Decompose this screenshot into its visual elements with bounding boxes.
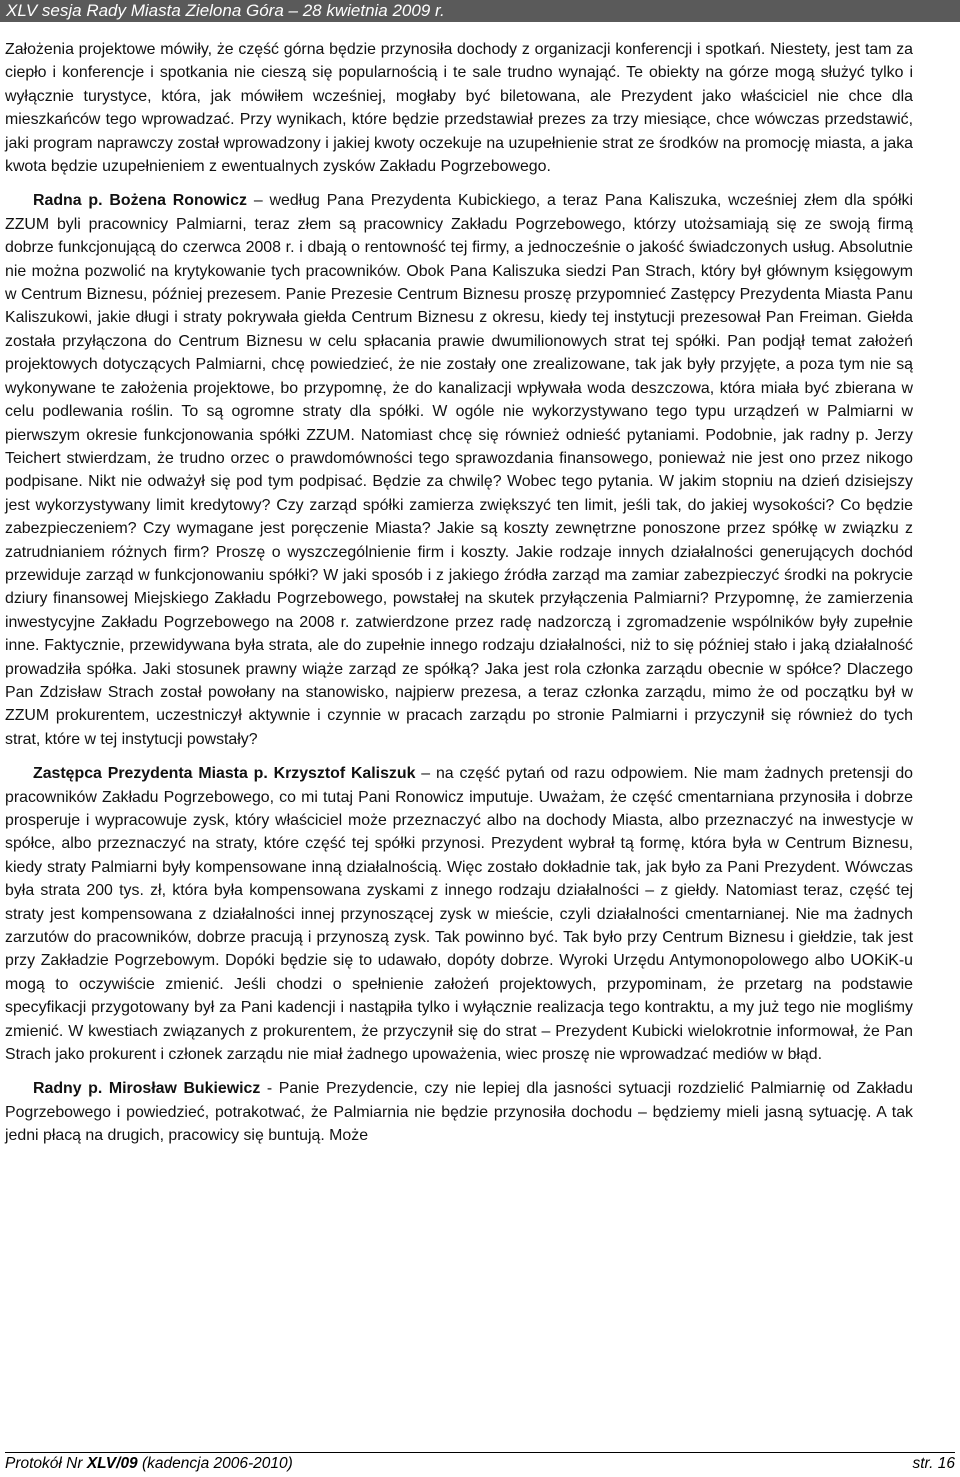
footer-divider	[5, 1452, 955, 1453]
document-body	[5, 38, 913, 1148]
paragraph	[5, 38, 913, 178]
footer-protocol-number: XLV/09	[86, 1455, 138, 1472]
header-title: XLV sesja Rady Miasta Zielona Góra – 28 kwietnia 2009 r.	[6, 1, 445, 20]
footer-protocol-prefix: Protokół Nr	[5, 1455, 87, 1472]
paragraph-text: – na część pytań od razu odpowiem. Nie mam żadnych pretensji do pracowników Zakładu Pogrzebowego, co mi tutaj Pani Ronowicz imputuje. Uważam, że część cmentarniana przynosiła i dobrze prosperuje i wypracowuje zysk, który właściciel może przeznaczyć albo na dochody Miasta, albo przeznaczyć na inwestycje w spółce, albo przeznaczyć na straty, które część tej spółki przynosi. Prezydent wybrał tą formę, która była w Centrum Biznesu, kiedy straty Palmiarni były kompensowane inną działalnością. Więc zostało dokładnie tak, jak było za Pani Prezydent. Wówczas była strata 200 tys. zł, która była kompensowana zyskami z innego rodzaju działalności – z giełdy. Natomiast teraz, część tej straty jest kompensowana z działalności innej przynoszącej zysk w mieście, czyli działalności cmentarnianej. Nie ma żadnych zarzutów do pracowników, dobrze pracują i przynoszą zysk. Tak powinno być. Tak było przy Centrum Biznesu i giełdzie, tak jest przy Zakładzie Pogrzebowym. Dopóki będzie się to udawało, dopóty dobrze. Wyroki Urzędu Antymonopolowego albo UOKiK-u mogą to oczywiście zmienić. Jeśli chodzi o spełnienie założeń projektowych, przypominam, że przetarg na podstawie specyfikacji przygotowany był za Pani kadencji i nastąpiła tylko i wyłącznie realizacja tego kontraktu, a my już tego nie mogliśmy zmienić. W kwestiach związanych z prokurentem, że przyczynił się do strat – Prezydent Kubicki wielokrotnie informował, że Pan Strach jako prokurent i członek zarządu nie miał żadnego upoważenia, wiec proszę nie wprowadzać mediów w błąd.	[5, 765, 913, 1064]
footer-protocol-suffix: (kadencja 2006-2010)	[137, 1455, 293, 1472]
paragraph	[5, 189, 913, 751]
footer-protocol	[5, 1455, 293, 1473]
paragraph-text: Założenia projektowe mówiły, że część górna będzie przynosiła dochody z organizacji konferencji i spotkań. Niestety, jest tam za ciepło i konferencje i spotkania nie cieszą się popularnością i te sale trudno wynająć. Te obiekty na górze mogą służyć tylko i wyłącznie turystyce, która, jak mówiłem wcześniej, mogłaby być biletowana, ale Prezydent jako właściciel nie chce dla mieszkańców tego wprowadzać. Przy wynikach, które będzie przedstawiał prezes za trzy miesiące, chce wówczas przedstawić, jaki program naprawczy został wprowadzony i jakiej kwoty oczekuje na uzupełnienie strat ze środków na promocję miasta, a jaka kwota będzie uzupełnieniem z ewentualnych zysków Zakładu Pogrzebowego.	[5, 41, 913, 176]
page-header	[0, 0, 960, 22]
speaker-name: Radny p. Mirosław Bukiewicz	[33, 1080, 261, 1098]
paragraph-text: - Panie Prezydencie, czy nie lepiej dla jasności sytuacji rozdzielić Palmiarnię od Zakładu Pogrzebowego i powiedzieć, potrakotwać, że Palmiarnia nie będzie przynosiła dochodu – będziemy mieli jasną sytuację. A tak jedni płacą na drugich, pracowicy się buntują. Może	[5, 1080, 913, 1145]
speaker-name: Zastępca Prezydenta Miasta p. Krzysztof Kaliszuk	[33, 765, 416, 783]
page-number: str. 16	[912, 1455, 955, 1472]
paragraph	[5, 762, 913, 1066]
paragraph-text: – według Pana Prezydenta Kubickiego, a teraz Pana Kaliszuka, wcześniej złem dla spółki ZZUM byli pracownicy Palmiarni, teraz złem są pracownicy Zakładu Pogrzebowego, którzy utożsamiają się ze swoją firmą dobrze funkcjonującą do czerwca 2008 r. i dbają o rentowność tej firmy, a jednocześnie o jakość świadczonych usług. Absolutnie nie można pozwolić na krytykowanie tych pracowników. Obok Pana Kaliszuka siedzi Pan Strach, który był głównym księgowym w Centrum Biznesu, później prezesem. Panie Prezesie Centrum Biznesu proszę przypomnieć Zastępcy Prezydenta Miasta Panu Kaliszukowi, jakie długi i straty pokrywała giełda Centrum Biznesu z okresu, kiedy tej instytucji prezesował Pan Freiman. Giełda została przyłączona do Centrum Biznesu w celu spłacania prawie dwumilionowych strat tej spółki. Pan podjął temat założeń projektowych dotyczących Palmiarni, chcę powiedzieć, że nie zostały one zrealizowane, tak jak były przyjęte, a poza tym nie są wykonywane te założenia projektowe, bo przypomnę, że do kanalizacji wpływała woda deszczowa, która miała być zbierana w celu podlewania roślin. To są ogromne straty dla spółki. W ogóle nie wykorzystywano tego typu urządzeń w Palmiarni w pierwszym okresie funkcjonowania spółki ZZUM. Natomiast chcę się również odnieść pytaniami. Podobnie, jak radny p. Jerzy Teichert stwierdzam, że trudno orzec o prawdomówności tego sprawozdania finansowego, ponieważ nie jest ono przez nikogo podpisane. Nikt nie odważył się pod tym podpisać. Będzie za chwilę? Wobec tego pytania. W jakim stopniu na dzień dzisiejszy jest wykorzystywany limit kredytowy? Czy zarząd spółki zamierza zwiększyć ten limit, jeśli tak, do jakiej wysokości? Co będzie zabezpieczeniem? Czy wymagane jest poręczenie Miasta? Jakie są koszty zewnętrzne ponoszone przez spółkę w związku z zatrudnianiem różnych firm? Proszę o wyszczególnienie firm i koszty. Jakie rodzaje innych działalności generujących dochód przewiduje zarząd w funkcjonowaniu spółki? W jaki sposób i z jakiego źródła zarząd ma zamiar zabezpieczyć środki na pokrycie dziury finansowej Miejskiego Zakładu Pogrzebowego, powstałej na skutek przyłączenia Palmiarni? Przypomnę, że zamierzenia inwestycyjne Zakładu Pogrzebowego na 2008 r. zatwierdzone przez radę nadzorczą i zgromadzenie wspólników były zupełnie inne. Faktycznie, przewidywana była strata, ale do zupełnie innego rodzaju działalności, niż to się później stało i jaką działalność prowadziła spółka. Jaki stosunek prawny wiąże zarząd ze spółką? Jaka jest rola członka zarządu obecnie w spółce? Dlaczego Pan Zdzisław Strach został powołany na stanowisko, najpierw prezesa, a teraz członka zarządu, mimo że od początku był w ZZUM prokurentem, uczestniczył aktywnie i czynnie w pracach zarządu po stronie Palmiarni i przyczynił się również do tych strat, które w tej instytucji powstały?	[5, 192, 913, 748]
paragraph	[5, 1077, 913, 1147]
speaker-name: Radna p. Bożena Ronowicz	[33, 192, 247, 210]
